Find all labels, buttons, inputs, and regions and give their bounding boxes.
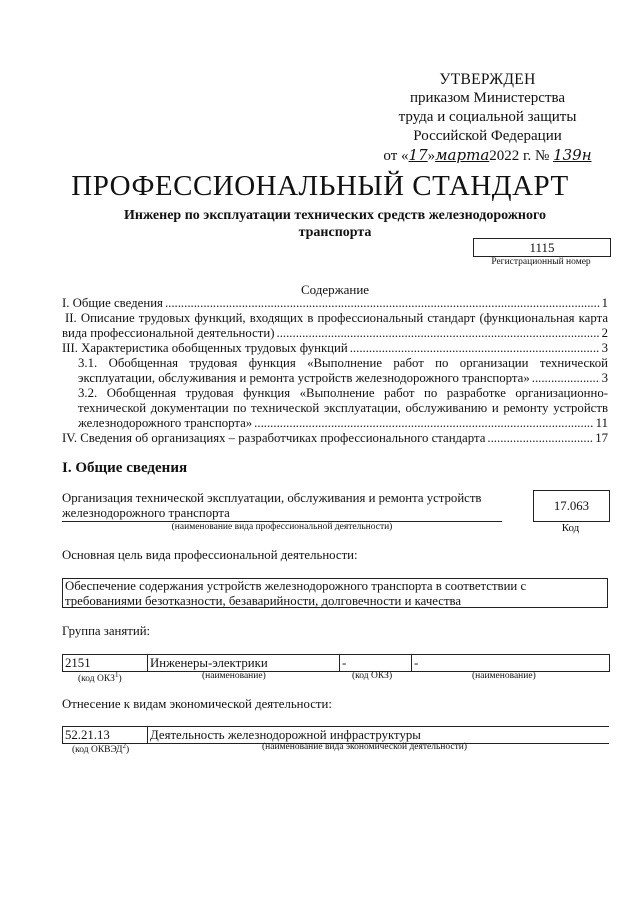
- toc-title: Содержание: [300, 282, 370, 297]
- approval-line-federation: Российской Федерации: [413, 128, 562, 144]
- handwritten-order-number: 139н: [553, 146, 592, 164]
- toc-page-number: 3: [601, 371, 608, 385]
- registration-number-box: 1115: [473, 238, 611, 257]
- toc-page-number: 17: [595, 431, 608, 445]
- group-name-2: -: [414, 656, 419, 670]
- approval-block: [360, 70, 615, 166]
- registration-number-label: Регистрационный номер: [491, 257, 591, 267]
- caption-okz-code: (код ОКЗ$^1$): [78, 671, 122, 685]
- goal-label: Основная цель вида профессиональной деятельности:: [62, 548, 358, 562]
- toc-page-number: 1: [601, 296, 608, 310]
- approval-date-line: от «17»марта2022 г. № 139н: [383, 146, 592, 164]
- toc-item-3[interactable]: III. Характеристика обобщенных трудовых функций ..... 3: [62, 341, 608, 356]
- approval-line-ministry: приказом Министерства: [409, 90, 566, 106]
- approval-line-labor: труда и социальной защиты: [398, 109, 577, 125]
- toc-item-3-2[interactable]: 3.2. Обобщенная трудовая функция «Выполнение работ по разработке организационно- технической документации по технической эксплуатации, обслуживанию и ремонту устройств железнодорожного транспорта» ..... 11: [78, 386, 608, 431]
- approval-heading: УТВЕРЖДЕН: [439, 71, 536, 88]
- group-name-1: Инженеры-электрики: [148, 655, 340, 671]
- group-label: Группа занятий:: [62, 624, 151, 638]
- activity-name: Организация технической эксплуатации, обслуживания и ремонта устройств железнодорожного транспорта: [62, 491, 502, 522]
- toc-item-2[interactable]: II. Описание трудовых функций, входящих в профессиональный стандарт (функциональная карта вида профессиональной деятельности) ..... 2: [62, 311, 608, 341]
- caption-okz-code-2: (код ОКЗ): [352, 671, 393, 681]
- economic-label: Отнесение к видам экономической деятельности:: [62, 697, 332, 711]
- goal-box: Обеспечение содержания устройств железнодорожного транспорта в соответствии с требованиями безотказности, безаварийности, долговечности и качества: [62, 578, 608, 608]
- group-code-1: 2151: [63, 655, 148, 671]
- group-table-row: [62, 654, 610, 672]
- caption-name-2: (наименование): [472, 671, 536, 681]
- caption-okved-name: (наименование вида экономической деятельности): [262, 742, 467, 752]
- okved-code: 52.21.13: [63, 727, 148, 743]
- okved-name: Деятельность железнодорожной инфраструктуры: [150, 728, 421, 742]
- section-title-general: I. Общие сведения: [62, 460, 188, 476]
- handwritten-month: марта: [435, 146, 490, 164]
- caption-name-1: (наименование): [202, 671, 266, 681]
- caption-okved-code: (код ОКВЭД$^2$): [72, 742, 130, 756]
- group-code-2: -: [340, 655, 412, 671]
- toc-item-4[interactable]: IV. Сведения об организациях – разработчиках профессионального стандарта ..... 17: [62, 431, 608, 446]
- toc-item-1[interactable]: I. Общие сведения ..... 1: [62, 296, 608, 311]
- activity-code-box: 17.063: [533, 490, 610, 522]
- economic-captions: [62, 742, 608, 756]
- toc-page-number: 2: [601, 326, 608, 340]
- code-caption: Код: [561, 522, 580, 534]
- activity-name-caption: (наименование вида профессиональной деятельности): [171, 522, 393, 532]
- page-subtitle: Инженер по эксплуатации технических средств железнодорожного транспорта: [124, 208, 546, 240]
- toc-item-3-1[interactable]: 3.1. Обобщенная трудовая функция «Выполнение работ по организации технической эксплуатации, обслуживания и ремонта устройств железнодорожного транспорта» ..... 3: [78, 356, 608, 386]
- group-captions: [62, 671, 608, 685]
- toc-page-number: 11: [595, 416, 608, 430]
- toc-page-number: 3: [601, 341, 608, 355]
- handwritten-day: 17: [408, 146, 428, 164]
- page-title: ПРОФЕССИОНАЛЬНЫЙ СТАНДАРТ: [71, 170, 569, 202]
